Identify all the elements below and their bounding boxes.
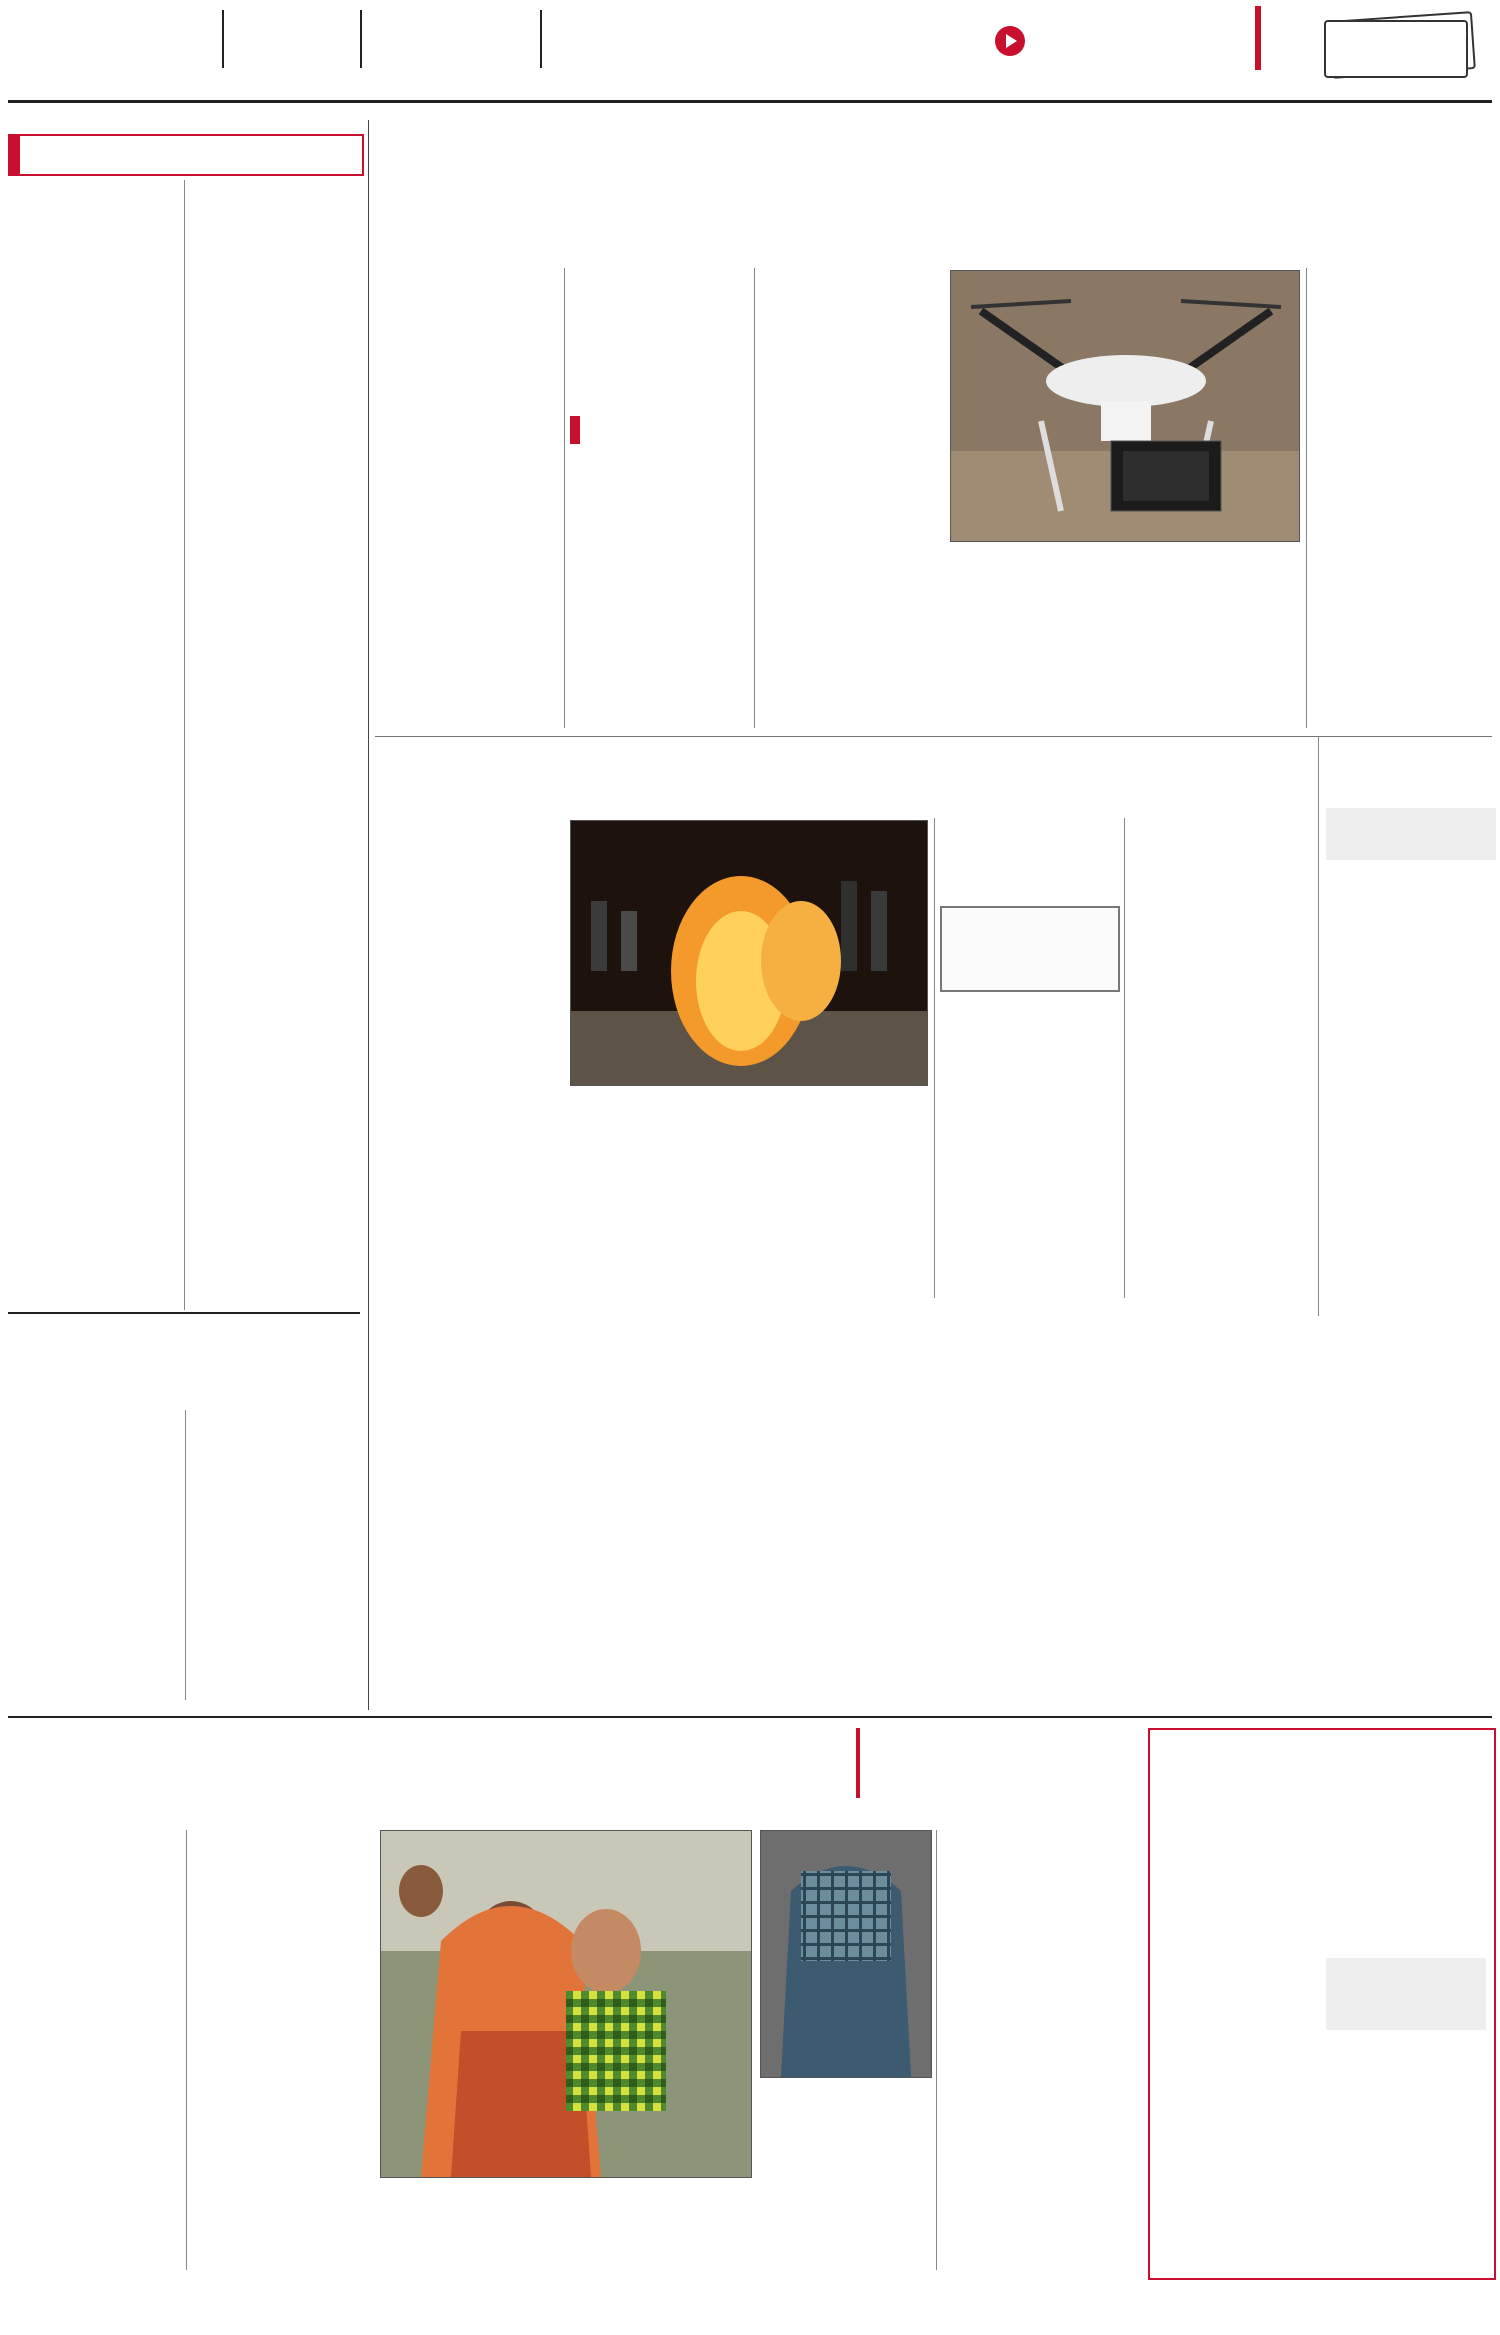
fire-photo [570, 820, 928, 1086]
kidnap-body-col1 [10, 1410, 180, 1700]
minister-subhead [1326, 808, 1496, 860]
rudra-body-col2b [190, 2056, 372, 2270]
sidebar-title-box [8, 134, 364, 176]
masthead-logo [10, 6, 220, 76]
liquor-body-col1 [380, 818, 558, 1298]
liquor-body-col4 [1130, 818, 1310, 1298]
liquor-body-col3 [940, 818, 1080, 904]
rudra-body-col6 [940, 1830, 1100, 2270]
sidebar-listings-right [190, 180, 358, 1308]
liquor-body-col3b [940, 990, 1116, 1298]
lead-body-col5 [1128, 566, 1298, 728]
rudra-subhead-accent [856, 1728, 860, 1798]
accused-photo [760, 1830, 932, 2078]
masthead-divider [360, 10, 362, 68]
child-subhead [1326, 1958, 1486, 2030]
child-body-col2 [1326, 1792, 1486, 1952]
mother-child-illustration [381, 1831, 751, 2177]
child-body-col1 [1158, 1792, 1318, 2272]
rudra-photo [380, 1830, 752, 2178]
rudra-body-col2 [190, 1830, 372, 2030]
kidnap-body-col2 [190, 1410, 360, 1700]
masthead-divider [540, 10, 542, 68]
lead-body-col3b [760, 456, 938, 728]
child-body-col2b [1326, 2036, 1486, 2272]
drone-photo [950, 270, 1300, 542]
page-number-tab [1320, 10, 1480, 74]
play-icon [995, 26, 1025, 56]
fire-illustration [571, 821, 927, 1085]
lead-kicker-box [570, 410, 940, 450]
lead-body-col6 [1312, 268, 1492, 728]
rudra-body-col3 [380, 2200, 560, 2270]
sidebar-listings-left [10, 198, 178, 1308]
lead-body-col1 [380, 268, 558, 728]
liquor-body-col2 [570, 1108, 926, 1298]
masthead-divider [222, 10, 224, 68]
photo-news-label [10, 1930, 50, 2230]
child-story-box [1148, 1728, 1496, 2280]
section-accent-bar [1255, 6, 1261, 70]
drone-illustration [951, 271, 1299, 541]
lead-body-col3 [760, 268, 938, 398]
lead-body-col2b [570, 456, 748, 728]
masthead-rule [8, 100, 1492, 103]
rudra-body-col4 [570, 2200, 750, 2270]
minister-body [1326, 866, 1492, 1306]
hooded-man-illustration [761, 1831, 931, 2077]
priest-custody-box [940, 906, 1120, 992]
lead-body-col2 [570, 268, 748, 398]
rudra-body-col5 [760, 2098, 930, 2270]
lead-body-col4 [950, 566, 1120, 728]
